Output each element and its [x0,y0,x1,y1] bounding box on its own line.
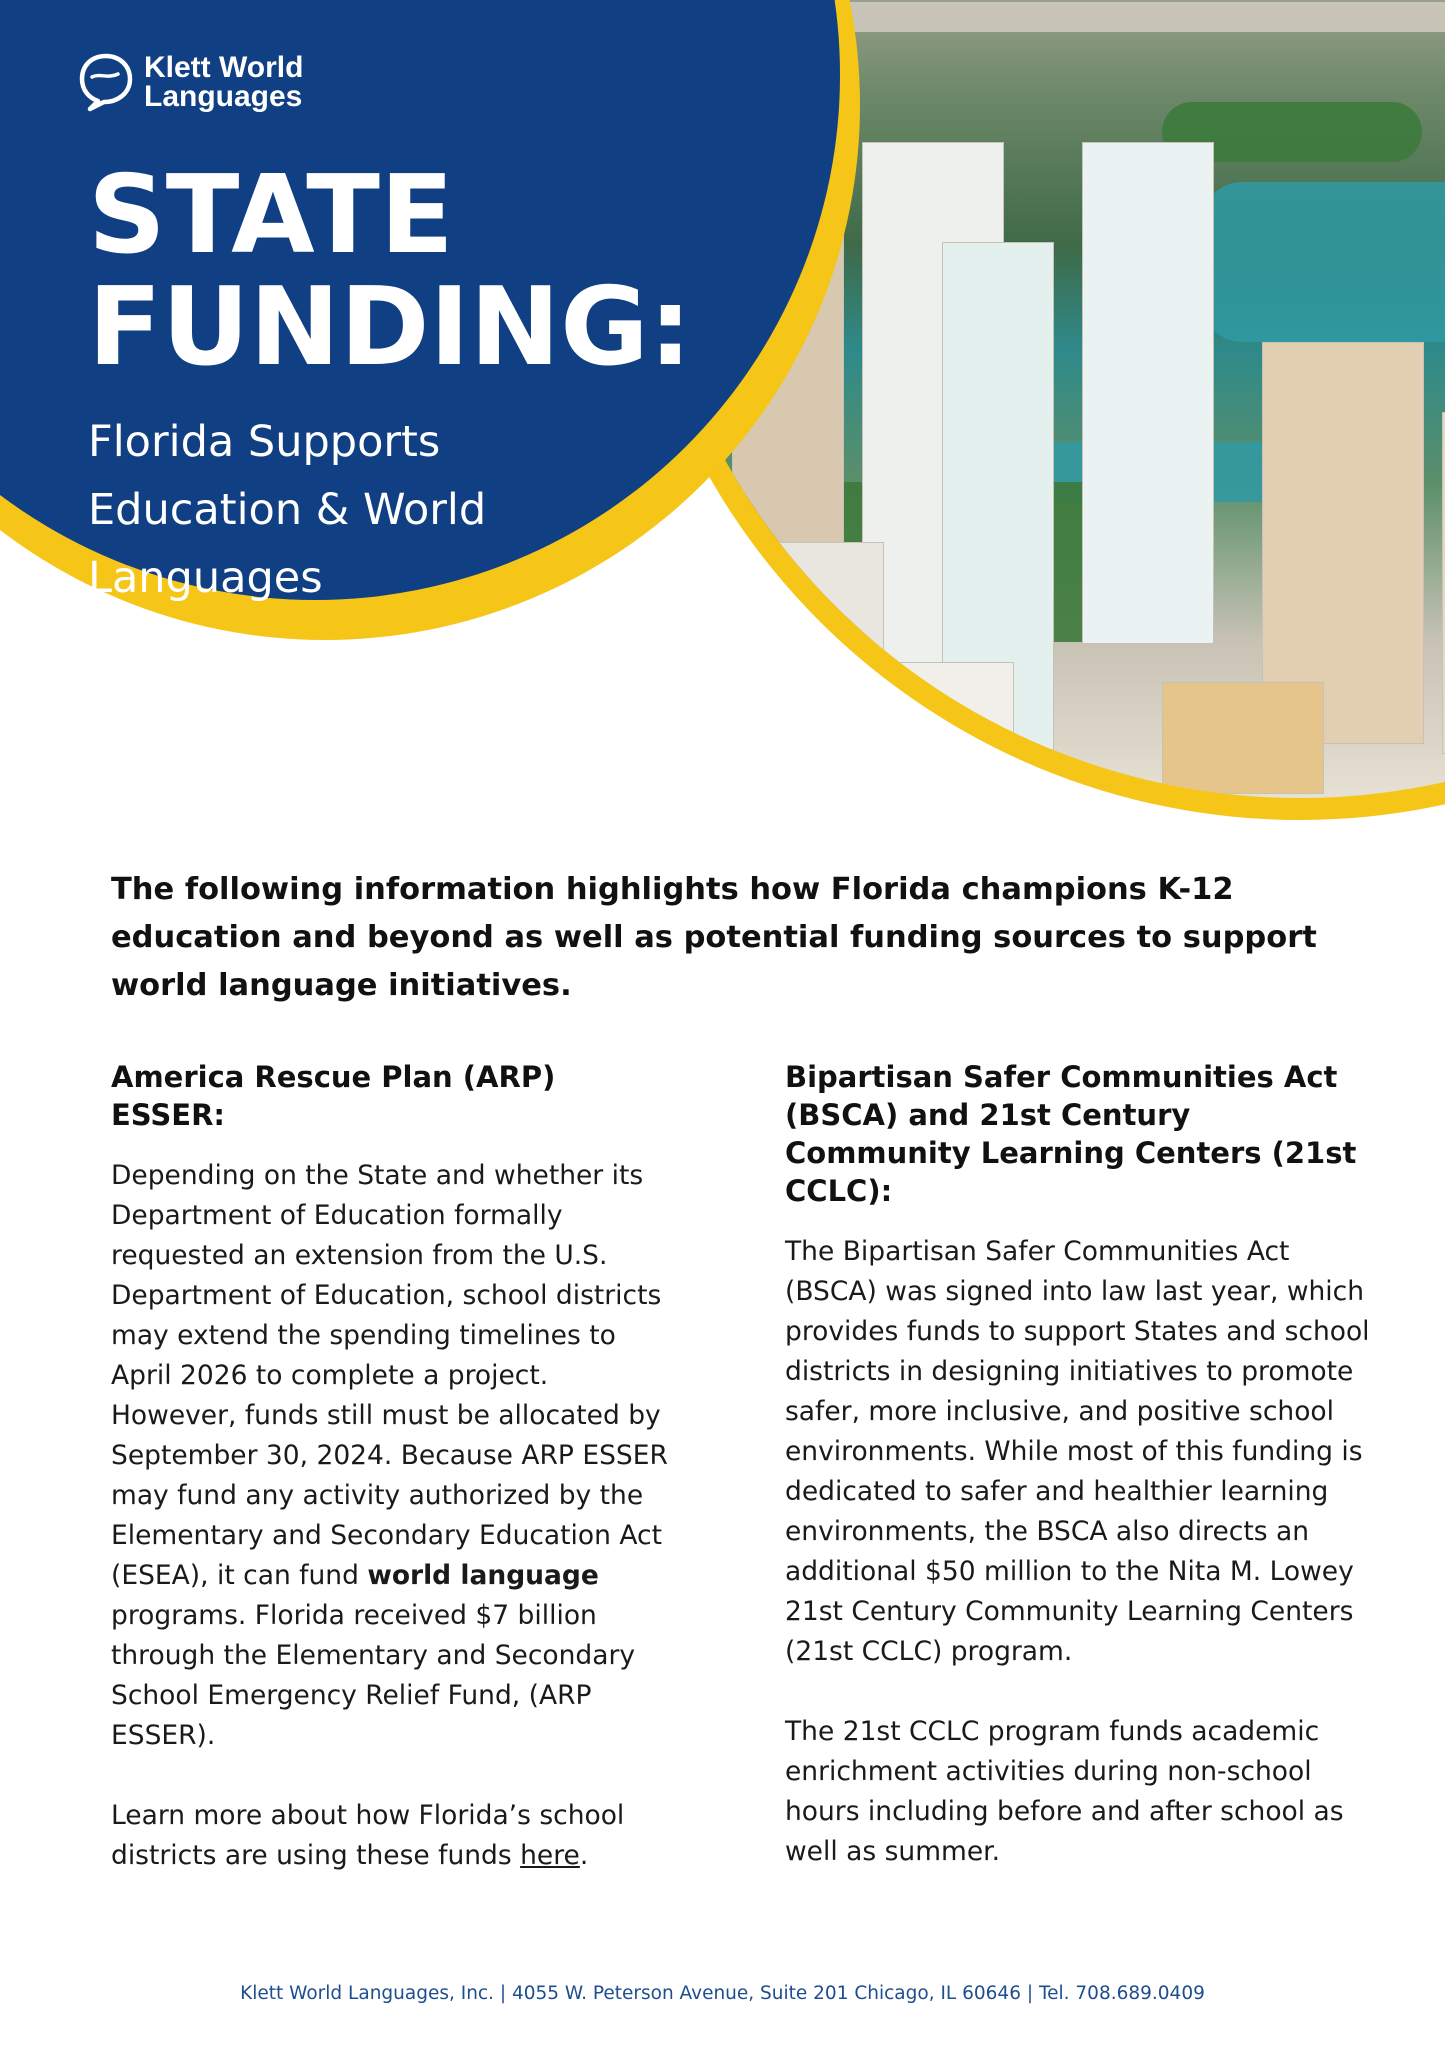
title-line-2: FUNDING: [88,265,692,390]
learn-more-text: Learn more about how Florida’s school districts are using these funds [111,1800,625,1871]
page-title [88,153,692,390]
arp-esser-heading: America Rescue Plan (ARP) ESSER: [111,1060,556,1132]
bsca-heading: Bipartisan Safer Communities Act (BSCA) and 21st Century Community Learning Centers (21st CCLC): [785,1060,1357,1208]
learn-more-period: . [579,1840,589,1871]
learn-more-paragraph [111,1796,671,1876]
bsca-paragraph: The Bipartisan Safer Communities Act (BSCA) was signed into law last year, which provides funds to support States and school districts in designing initiatives to promote safer, more inclusive, and positive school environments. While most of this funding is dedicated to safer and healthier learning environments, the BSCA also directs an additional $50 million to the Nita M. Lowey 21st Century Community Learning Centers (21st CCLC) program. [785,1236,1370,1667]
intro-paragraph: The following information highlights how Florida champions K-12 education and beyond as well as potential funding sources to support world language initiatives. [111,872,1317,1003]
logo-line-1: Klett World [144,51,304,84]
logo-line-2: Languages [144,80,303,113]
subtitle-line-1: Florida Supports [88,417,441,467]
page-subtitle [88,408,608,612]
arp-esser-text-2: programs. Florida received $7 billion through the Elementary and Secondary School Emergency Relief Fund, (ARP ESSER). [111,1600,636,1751]
logo-wordmark [144,53,303,111]
bsca-section [785,1058,1385,1872]
arp-esser-section [111,1058,671,1876]
arp-esser-paragraph [111,1156,671,1756]
hero-banner [0,0,1445,840]
world-language-emphasis: world language [367,1560,599,1591]
klett-logo [78,52,303,112]
subtitle-line-2: Education & World [88,485,487,535]
here-link[interactable]: here [520,1840,580,1871]
cclc-paragraph: The 21st CCLC program funds academic enrichment activities during non-school hours including before and after school as well as summer. [785,1716,1344,1867]
arp-esser-text-1: Depending on the State and whether its Department of Education formally requested an extension from the U.S. Department of Education, school districts may extend the spending timelines to April 2026 to complete a project. However, funds still must be allocated by September 30, 2024. Because ARP ESSER may fund any activity authorized by the Elementary and Secondary Education Act (ESEA), it can fund [111,1160,668,1591]
footer-contact: Klett World Languages, Inc. | 4055 W. Peterson Avenue, Suite 201 Chicago, IL 60646 | Tel. 708.689.0409 [240,1983,1205,2004]
subtitle-line-3: Languages [88,553,323,603]
speech-bubble-icon [78,52,134,112]
title-line-1: STATE [88,153,454,278]
